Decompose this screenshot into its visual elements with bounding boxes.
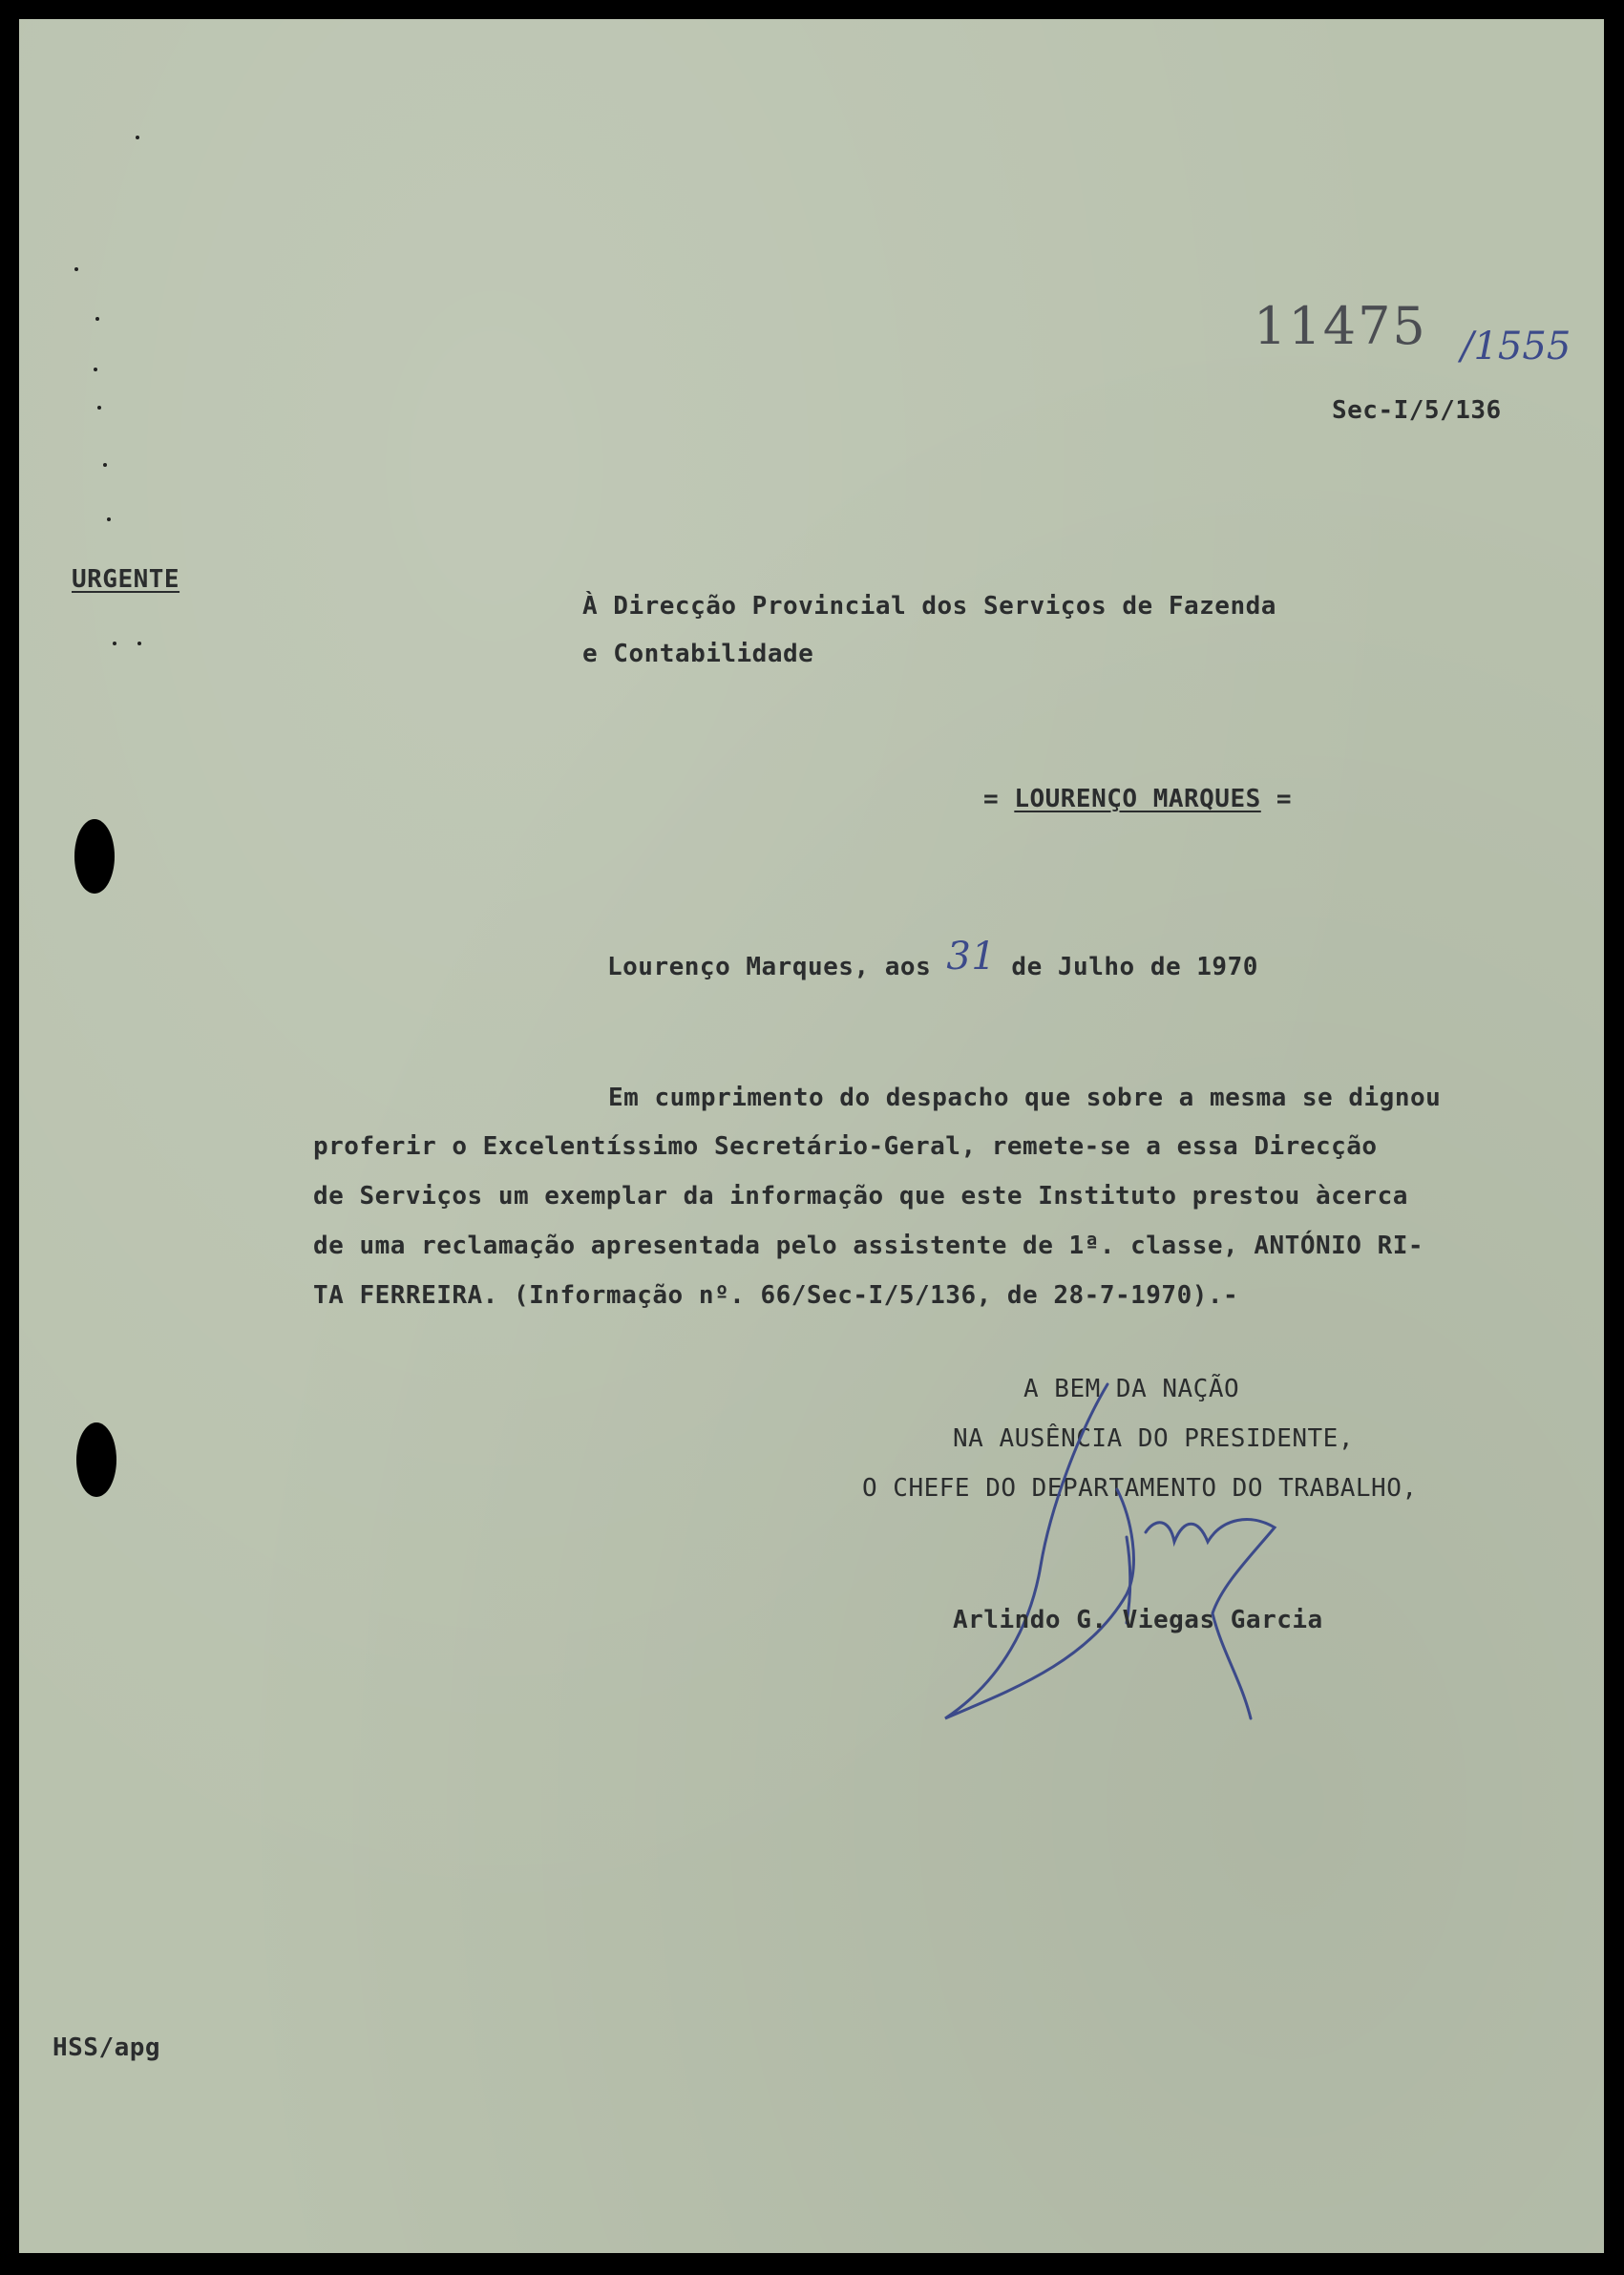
punch-hole-top	[74, 819, 115, 894]
document-page	[19, 19, 1604, 2253]
stamp-number: 11475	[1254, 296, 1427, 356]
date-suffix: de Julho de 1970	[996, 953, 1258, 981]
body-line-2: proferir o Excelentíssimo Secretário-Geral, remete-se a essa Direcção	[313, 1132, 1378, 1161]
margin-speck	[103, 463, 107, 467]
margin-speck	[95, 317, 99, 321]
margin-speck	[136, 136, 139, 139]
body-line-1: Em cumprimento do despacho que sobre a mesma se dignou	[608, 1084, 1442, 1112]
margin-speck	[113, 642, 116, 645]
handwritten-signature	[936, 1375, 1337, 1738]
city-prefix: =	[983, 785, 1015, 813]
date-line	[607, 935, 1258, 984]
closing-line-1: A BEM DA NAÇÃO	[1023, 1375, 1240, 1403]
body-line-4: de uma reclamação apresentada pelo assistente de 1ª. classe, ANTÓNIO RI-	[313, 1232, 1424, 1260]
closing-line-2: NA AUSÊNCIA DO PRESIDENTE,	[953, 1424, 1354, 1453]
addressee-line-1: À Direcção Provincial dos Serviços de Fazenda	[582, 592, 1276, 621]
margin-speck	[97, 406, 101, 410]
urgency-label: URGENTE	[72, 565, 180, 594]
closing-line-3: O CHEFE DO DEPARTAMENTO DO TRABALHO,	[862, 1474, 1418, 1503]
body-line-3: de Serviços um exemplar da informação que este Instituto prestou àcerca	[313, 1182, 1408, 1211]
addressee-line-2: e Contabilidade	[582, 640, 814, 668]
signatory-name: Arlindo G. Viegas Garcia	[953, 1606, 1323, 1634]
city-name: LOURENÇO MARQUES	[1014, 785, 1261, 813]
reference-code: Sec-I/5/136	[1332, 396, 1502, 425]
margin-speck	[137, 642, 141, 645]
punch-hole-bottom	[76, 1422, 116, 1497]
margin-speck	[74, 267, 78, 271]
city-suffix: =	[1260, 785, 1293, 813]
date-day-handwritten: 31	[946, 935, 997, 979]
margin-speck	[94, 368, 97, 371]
typist-initials: HSS/apg	[53, 2033, 161, 2062]
body-line-5: TA FERREIRA. (Informação nº. 66/Sec-I/5/136, de 28-7-1970).-	[313, 1281, 1239, 1310]
margin-speck	[107, 517, 111, 521]
date-prefix: Lourenço Marques, aos	[607, 953, 947, 981]
handwritten-reference: /1555	[1461, 325, 1571, 369]
city-line	[983, 785, 1292, 813]
